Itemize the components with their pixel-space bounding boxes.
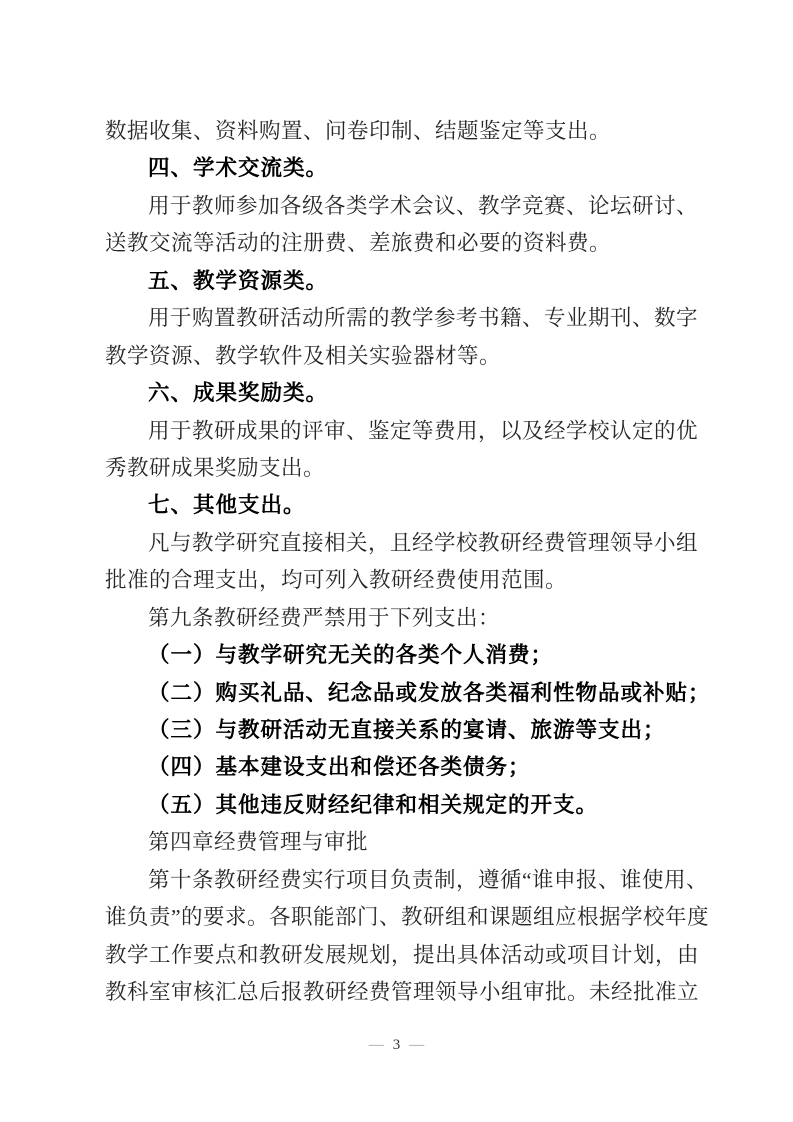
- page-footer: [0, 1033, 793, 1057]
- heading-line: （五）其他违反财经纪律和相关规定的开支。: [148, 792, 599, 817]
- heading-line: 四、学术交流类。: [148, 156, 329, 181]
- text-line: 教科室审核汇总后报教研经费管理领导小组审批。未经批准立: [105, 980, 700, 1005]
- text-line: 数据收集、资料购置、问卷印制、结题鉴定等支出。: [105, 119, 612, 143]
- heading-line: 六、成果奖励类。: [148, 381, 329, 406]
- text-line: 秀教研成果奖励支出。: [105, 455, 326, 480]
- footer-dash-right: —: [409, 1037, 425, 1053]
- heading-line: 七、其他支出。: [148, 493, 306, 518]
- text-line: 用于教师参加各级各类学术会议、教学竞赛、论坛研讨、: [148, 193, 699, 218]
- text-line: 凡与教学研究直接相关，且经学校教研经费管理领导小组: [148, 530, 699, 555]
- text-line: 批准的合理支出，均可列入教研经费使用范围。: [105, 568, 568, 593]
- text-line: 用于教研成果的评审、鉴定等费用，以及经学校认定的优: [148, 418, 699, 443]
- text-line: 第九条教研经费严禁用于下列支出：: [148, 605, 501, 630]
- document-body-text: [105, 113, 711, 1012]
- heading-line: （四）基本建设支出和偿还各类债务；: [148, 755, 531, 780]
- heading-line: （三）与教研活动无直接关系的宴请、旅游等支出；: [148, 718, 666, 742]
- text-line: 教学资源、教学软件及相关实验器材等。: [105, 343, 502, 368]
- text-line: 第十条教研经费实行项目负责制，遵循“谁申报、谁使用、: [148, 867, 709, 892]
- heading-line: 五、教学资源类。: [148, 268, 329, 293]
- page-number: 3: [392, 1037, 401, 1053]
- heading-line: （二）购买礼品、纪念品或发放各类福利性物品或补贴；: [148, 680, 711, 705]
- text-line: 用于购置教研活动所需的教学参考书籍、专业期刊、数字: [148, 306, 699, 331]
- heading-line: （一）与教学研究无关的各类个人消费；: [148, 643, 554, 668]
- text-line: 第四章经费管理与审批: [148, 830, 369, 855]
- text-line: 教学工作要点和教研发展规划，提出具体活动或项目计划，由: [105, 942, 700, 967]
- text-line: 送教交流等活动的注册费、差旅费和必要的资料费。: [105, 231, 612, 256]
- text-line: 谁负责”的要求。各职能部门、教研组和课题组应根据学校年度: [105, 905, 710, 930]
- footer-dash-left: —: [368, 1037, 384, 1053]
